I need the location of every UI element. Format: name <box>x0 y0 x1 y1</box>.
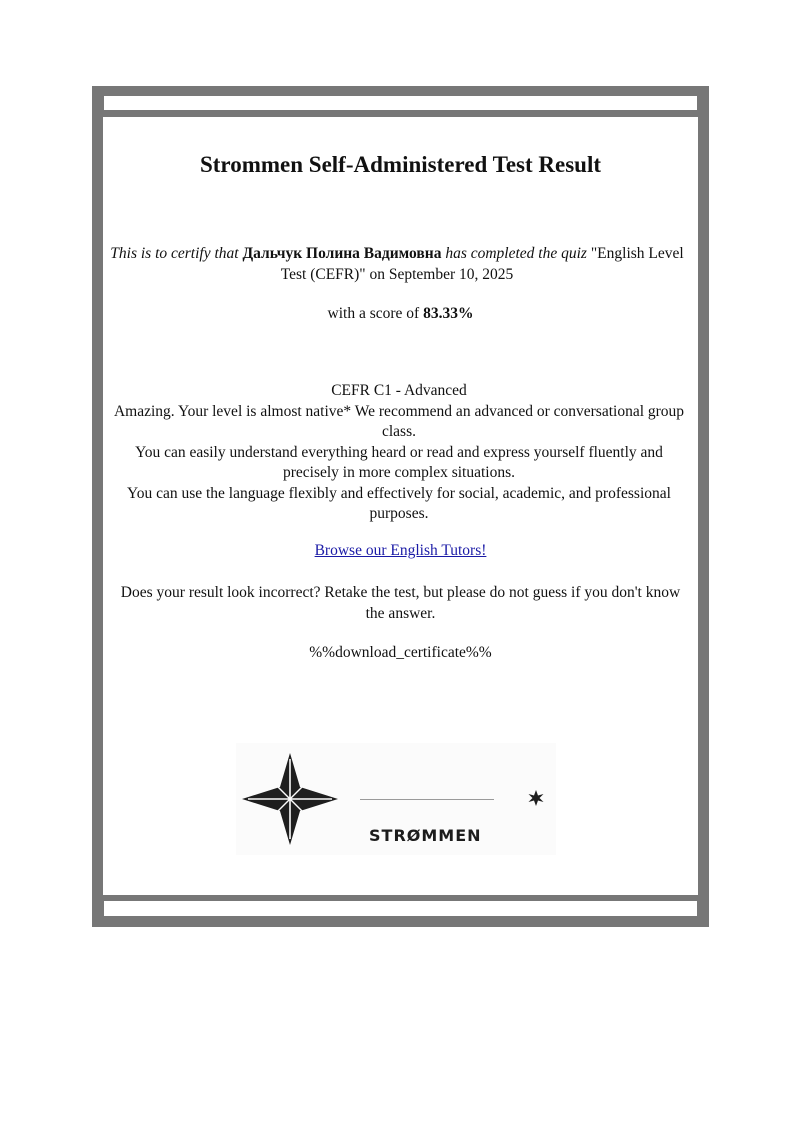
certify-prefix: This is to certify that <box>110 245 239 262</box>
frame-bottom-band <box>104 901 697 916</box>
level-title: CEFR C1 - Advanced <box>331 382 467 399</box>
student-name: Дальчук Полина Вадимовна <box>242 245 442 262</box>
certify-statement <box>97 244 697 285</box>
download-certificate-placeholder: %%download_certificate%% <box>309 644 492 661</box>
certificate-body <box>103 117 698 895</box>
logo-wordmark: STRØMMEN <box>369 826 482 845</box>
score-prefix: with a score of <box>327 305 420 322</box>
retake-line2: the answer. <box>365 604 436 622</box>
certificate-title: Strommen Self-Administered Test Result <box>199 152 601 177</box>
retake-line1: Does your result look incorrect? Retake the test, but please do not guess if you don't know <box>120 584 681 601</box>
description-line: purposes. <box>369 505 429 522</box>
description-line: You can use the language flexibly and effectively for social, academic, and professional <box>127 484 671 502</box>
description-line: precisely in more complex situations. <box>282 464 515 481</box>
completed-text: has completed the quiz <box>445 245 587 262</box>
description-line: class. <box>381 423 416 440</box>
description-line: Amazing. Your level is almost native* We recommend an advanced or conversational group <box>113 402 685 420</box>
score-value: 83.33% <box>423 305 474 322</box>
small-star-icon <box>528 790 544 813</box>
browse-tutors-row <box>103 541 698 562</box>
logo-divider <box>360 799 494 800</box>
score-line <box>103 304 698 325</box>
frame-top-band <box>104 96 697 110</box>
browse-tutors-link[interactable]: Browse our English Tutors! <box>314 542 487 559</box>
quiz-name-line2: Test (CEFR)" on September 10, 2025 <box>280 265 514 283</box>
retake-note <box>103 583 698 624</box>
strommen-logo <box>236 743 556 855</box>
four-point-star-icon <box>242 753 338 852</box>
quiz-name-line1: "English Level <box>590 245 684 262</box>
level-description <box>99 381 699 525</box>
description-line: You can easily understand everything heard or read and express yourself fluently and <box>135 443 663 461</box>
